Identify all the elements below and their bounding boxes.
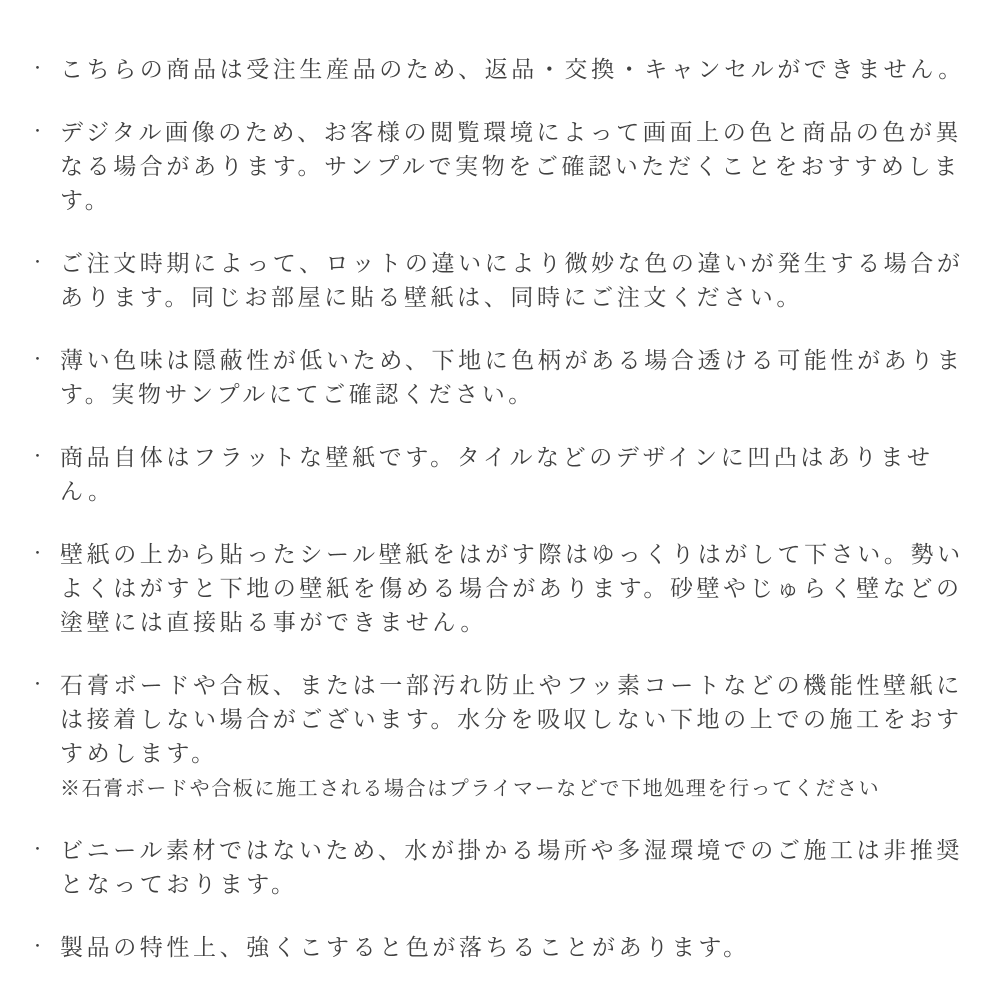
note-item [30, 668, 976, 804]
bullet-icon: ・ [30, 545, 46, 562]
bullet-icon: ・ [30, 676, 46, 693]
note-text: ご注文時期によって、ロットの違いにより微妙な色の違いが発生する場合があります。同じお部屋に貼る壁紙は、同時にご注文ください。 [60, 250, 964, 310]
note-text: 石膏ボードや合板、または一部汚れ防止やフッ素コートなどの機能性壁紙には接着しない場合がございます。水分を吸収しない下地の上での施工をおすすめします。 [60, 672, 963, 766]
note-text: 商品自体はフラットな壁紙です。タイルなどのデザインに凹凸はありません。 [60, 444, 934, 504]
bullet-icon: ・ [30, 123, 46, 140]
note-item [30, 246, 976, 314]
note-item [30, 440, 976, 508]
note-body [60, 930, 966, 964]
note-text: デジタル画像のため、お客様の閲覧環境によって画面上の色と商品の色が異なる場合があります。サンプルで実物をご確認いただくことをおすすめします。 [60, 119, 963, 213]
bullet-icon: ・ [30, 60, 46, 77]
note-item [30, 833, 976, 901]
note-body [60, 246, 966, 314]
note-item [30, 343, 976, 411]
note-body [60, 52, 966, 86]
note-body [60, 833, 966, 901]
bullet-icon: ・ [30, 448, 46, 465]
bullet-icon: ・ [30, 938, 46, 955]
bullet-icon: ・ [30, 351, 46, 368]
note-body [60, 668, 966, 804]
note-text: ビニール素材ではないため、水が掛かる場所や多湿環境でのご施工は非推奨となっております。 [60, 837, 964, 897]
bullet-icon: ・ [30, 841, 46, 858]
note-item [30, 537, 976, 639]
bullet-icon: ・ [30, 254, 46, 271]
note-subnote: ※石膏ボードや合板に施工される場合はプライマーなどで下地処理を行ってください [60, 778, 881, 800]
note-text: 製品の特性上、強くこすると色が落ちることがあります。 [60, 934, 750, 960]
note-body [60, 440, 966, 508]
note-item [30, 52, 976, 86]
note-item [30, 115, 976, 217]
note-text: 薄い色味は隠蔽性が低いため、下地に色柄がある場合透ける可能性があります。実物サンプルにてご確認ください。 [60, 347, 964, 407]
note-body [60, 115, 966, 217]
note-body [60, 537, 966, 639]
note-text: 壁紙の上から貼ったシール壁紙をはがす際はゆっくりはがして下さい。勢いよくはがすと下地の壁紙を傷める場合があります。砂壁やじゅらく壁などの塗壁には直接貼る事ができません。 [60, 541, 964, 635]
note-body [60, 343, 966, 411]
note-item [30, 930, 976, 964]
note-text: こちらの商品は受注生産品のため、返品・交換・キャンセルができません。 [60, 56, 965, 82]
